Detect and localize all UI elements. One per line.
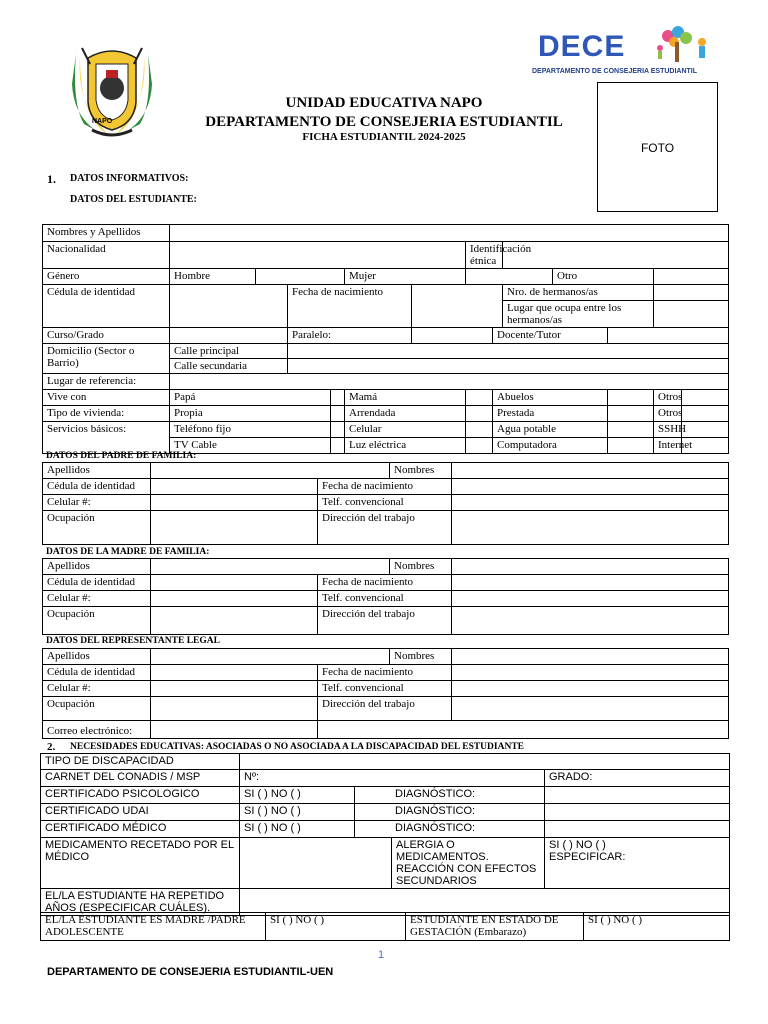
label-mujer: Mujer [345, 269, 466, 285]
madre-input-apellidos[interactable] [151, 559, 390, 575]
box-abuelos[interactable] [608, 390, 654, 406]
padre-input-fecha[interactable] [452, 479, 729, 495]
padre-title: DATOS DEL PADRE DE FAMILIA: [46, 451, 197, 461]
alergia-especificar: ESPECIFICAR: [549, 851, 626, 863]
input-cert-medico-extra[interactable] [545, 821, 730, 838]
opt-tv: TV Cable [170, 438, 331, 454]
padre-input-ocupacion[interactable] [151, 511, 318, 545]
section2-number: 2. [47, 741, 56, 753]
padre-label-nombres: Nombres [390, 463, 452, 479]
box-celular[interactable] [466, 422, 493, 438]
label-domicilio: Domicilio (Sector o Barrio) [43, 344, 170, 374]
box-luz[interactable] [466, 438, 493, 454]
box-mama[interactable] [466, 390, 493, 406]
box-computadora[interactable] [608, 438, 654, 454]
opt-celular: Celular [345, 422, 466, 438]
opt-prestada: Prestada [493, 406, 608, 422]
rep-input-cedula[interactable] [151, 665, 318, 681]
input-gestacion[interactable]: SI ( ) NO ( ) [584, 913, 730, 941]
box-otros1[interactable] [682, 390, 729, 406]
label-fecha-nac: Fecha de nacimiento [288, 285, 412, 328]
crest-seal-text: NAPO [92, 118, 113, 125]
box-otros2[interactable] [682, 406, 729, 422]
madre-input-ocupacion[interactable] [151, 607, 318, 635]
opt-agua: Agua potable [493, 422, 608, 438]
input-nacionalidad[interactable] [170, 242, 466, 269]
input-paralelo[interactable] [412, 328, 493, 344]
rep-input-nombres[interactable] [452, 649, 729, 665]
label-hombre: Hombre [170, 269, 256, 285]
input-hombre[interactable] [256, 269, 345, 285]
madre-label-nombres: Nombres [390, 559, 452, 575]
input-calle-principal[interactable] [288, 344, 729, 359]
input-cert-udai-extra[interactable] [545, 804, 730, 821]
input-fecha-nac[interactable] [412, 285, 503, 328]
box-telefono[interactable] [331, 422, 345, 438]
input-grado[interactable]: GRADO: [545, 770, 730, 787]
padre-label-cedula: Cédula de identidad [43, 479, 151, 495]
rep-input-ocupacion[interactable] [151, 697, 318, 721]
padre-input-direccion[interactable] [452, 511, 729, 545]
opt-sshh: SSHH [654, 422, 682, 438]
label-madre-padre: EL/LA ESTUDIANTE ES MADRE /PADRE ADOLESCENTE [41, 913, 266, 941]
label-cert-psico: CERTIFICADO PSICOLOGICO [41, 787, 240, 804]
madre-label-telf: Telf. convencional [318, 591, 452, 607]
input-otro[interactable] [654, 269, 729, 285]
madre-label-fecha: Fecha de nacimiento [318, 575, 452, 591]
opt-arrendada: Arrendada [345, 406, 466, 422]
student-subtitle: DATOS DEL ESTUDIANTE: [70, 194, 197, 205]
input-lugar-hermanos[interactable] [654, 301, 729, 328]
page-number: 1 [378, 949, 385, 961]
rep-input-correo[interactable] [151, 721, 318, 739]
madre-input-fecha[interactable] [452, 575, 729, 591]
madre-label-celular: Celular #: [43, 591, 151, 607]
input-identificacion[interactable] [503, 242, 729, 269]
label-identificacion: Identificación étnica [466, 242, 503, 269]
input-nombres[interactable] [170, 225, 729, 242]
box-propia[interactable] [331, 406, 345, 422]
madre-label-cedula: Cédula de identidad [43, 575, 151, 591]
rep-label-ocupacion: Ocupación [43, 697, 151, 721]
padre-label-direccion: Dirección del trabajo [318, 511, 452, 545]
padre-input-nombres[interactable] [452, 463, 729, 479]
madre-table [42, 558, 729, 635]
input-cedula[interactable] [170, 285, 288, 328]
label-nacionalidad: Nacionalidad [43, 242, 170, 269]
box-arrendada[interactable] [466, 406, 493, 422]
label-nombres: Nombres y Apellidos [43, 225, 170, 242]
label-gestacion: ESTUDIANTE EN ESTADO DE GESTACIÓN (Embarazo) [406, 913, 584, 941]
rep-input-correo-extra[interactable] [318, 721, 729, 739]
madre-input-celular[interactable] [151, 591, 318, 607]
opt-mama: Mamá [345, 390, 466, 406]
label-cert-udai: CERTIFICADO UDAI [41, 804, 240, 821]
section1-number: 1. [47, 172, 56, 186]
padre-table [42, 462, 729, 545]
rep-label-cedula: Cédula de identidad [43, 665, 151, 681]
label-lugar-ref: Lugar de referencia: [43, 374, 170, 390]
input-cert-udai-sino[interactable]: SI ( ) NO ( ) [240, 804, 355, 821]
input-carnet-no[interactable]: Nº: [240, 770, 545, 787]
input-tipo-discapacidad[interactable] [240, 754, 730, 770]
input-docente[interactable] [608, 328, 729, 344]
photo-label: FOTO [640, 141, 675, 155]
label-repetido: EL/LA ESTUDIANTE HA REPETIDO AÑOS (ESPECIFICAR CUÁLES). [41, 889, 240, 916]
padre-label-fecha: Fecha de nacimiento [318, 479, 452, 495]
label-nro-hermanos: Nro. de hermanos/as [503, 285, 654, 301]
rep-label-telf: Telf. convencional [318, 681, 452, 697]
madre-title: DATOS DE LA MADRE DE FAMILIA: [46, 547, 210, 557]
label-cert-medico: CERTIFICADO MÉDICO [41, 821, 240, 838]
madre-label-direccion: Dirección del trabajo [318, 607, 452, 635]
opt-telefono: Teléfono fijo [170, 422, 331, 438]
dece-logo: DECE [538, 30, 626, 63]
footer-text: DEPARTAMENTO DE CONSEJERIA ESTUDIANTIL-UEN [47, 966, 334, 978]
rep-input-direccion[interactable] [452, 697, 729, 721]
opt-computadora: Computadora [493, 438, 608, 454]
label-medicamento: MEDICAMENTO RECETADO POR EL MÉDICO [41, 838, 240, 889]
parenthood-table [40, 912, 730, 941]
label-otro: Otro [553, 269, 654, 285]
label-calle-secundaria: Calle secundaria [170, 359, 288, 374]
alergia-si-no: SI ( ) NO ( ) [549, 839, 606, 851]
rep-label-nombres: Nombres [390, 649, 452, 665]
label-curso: Curso/Grado [43, 328, 170, 344]
form-title: FICHA ESTUDIANTIL 2024-2025 [302, 131, 466, 143]
padre-label-ocupacion: Ocupación [43, 511, 151, 545]
madre-input-telf[interactable] [452, 591, 729, 607]
input-cert-medico-sino[interactable]: SI ( ) NO ( ) [240, 821, 355, 838]
padre-label-telf: Telf. convencional [318, 495, 452, 511]
padre-input-telf[interactable] [452, 495, 729, 511]
input-curso[interactable] [170, 328, 288, 344]
label-calle-principal: Calle principal [170, 344, 288, 359]
label-paralelo: Paralelo: [288, 328, 412, 344]
padre-input-cedula[interactable] [151, 479, 318, 495]
dece-logo-subtitle: DEPARTAMENTO DE CONSEJERIA ESTUDIANTIL [532, 68, 698, 75]
madre-label-apellidos: Apellidos [43, 559, 151, 575]
photo-box [597, 82, 718, 212]
opt-abuelos: Abuelos [493, 390, 608, 406]
label-genero: Género [43, 269, 170, 285]
rep-label-correo: Correo electrónico: [43, 721, 151, 739]
needs-table [40, 753, 730, 916]
rep-label-fecha: Fecha de nacimiento [318, 665, 452, 681]
input-mujer[interactable] [466, 269, 553, 285]
rep-label-apellidos: Apellidos [43, 649, 151, 665]
input-cert-udai-diag[interactable]: DIAGNÓSTICO: [355, 804, 545, 821]
representante-table [42, 648, 729, 739]
representante-title: DATOS DEL REPRESENTANTE LEGAL [46, 636, 220, 646]
input-cert-psico-extra[interactable] [545, 787, 730, 804]
label-tipo-discapacidad: TIPO DE DISCAPACIDAD [41, 754, 240, 770]
rep-input-apellidos[interactable] [151, 649, 390, 665]
rep-label-celular: Celular #: [43, 681, 151, 697]
label-docente: Docente/Tutor [493, 328, 608, 344]
rep-label-direccion: Dirección del trabajo [318, 697, 452, 721]
madre-input-nombres[interactable] [452, 559, 729, 575]
opt-propia: Propia [170, 406, 331, 422]
department-name: DEPARTAMENTO DE CONSEJERIA ESTUDIANTIL [205, 114, 563, 130]
input-cert-psico-sino[interactable]: SI ( ) NO ( ) [240, 787, 355, 804]
opt-internet: Internet [654, 438, 682, 454]
box-papa[interactable] [331, 390, 345, 406]
rep-input-fecha[interactable] [452, 665, 729, 681]
student-table [42, 224, 729, 454]
padre-label-apellidos: Apellidos [43, 463, 151, 479]
padre-input-celular[interactable] [151, 495, 318, 511]
input-cert-medico-diag[interactable]: DIAGNÓSTICO: [355, 821, 545, 838]
opt-otros2: Otros [654, 406, 682, 422]
rep-input-telf[interactable] [452, 681, 729, 697]
madre-label-ocupacion: Ocupación [43, 607, 151, 635]
madre-input-cedula[interactable] [151, 575, 318, 591]
opt-luz: Luz eléctrica [345, 438, 466, 454]
label-alergia: ALERGIA O MEDICAMENTOS. REACCIÓN CON EFECTOS SECUNDARIOS [392, 838, 545, 889]
padre-input-apellidos[interactable] [151, 463, 390, 479]
tree-icon [650, 26, 716, 66]
label-servicios: Servicios básicos: [43, 422, 170, 454]
box-sshh[interactable] [682, 422, 729, 438]
label-carnet: CARNET DEL CONADIS / MSP [41, 770, 240, 787]
label-cedula: Cédula de identidad [43, 285, 170, 328]
section1-title: DATOS INFORMATIVOS: [70, 173, 189, 184]
input-alergia[interactable] [545, 838, 730, 889]
label-tipo-vivienda: Tipo de vivienda: [43, 406, 170, 422]
rep-input-celular[interactable] [151, 681, 318, 697]
box-prestada[interactable] [608, 406, 654, 422]
section2-title: NECESIDADES EDUCATIVAS: ASOCIADAS O NO ASOCIADA A LA DISCAPACIDAD DEL ESTUDIANTE [70, 742, 524, 752]
madre-input-direccion[interactable] [452, 607, 729, 635]
box-tv[interactable] [331, 438, 345, 454]
label-lugar-hermanos: Lugar que ocupa entre los hermanos/as [503, 301, 654, 328]
input-madre-padre[interactable]: SI ( ) NO ( ) [266, 913, 406, 941]
input-calle-secundaria[interactable] [288, 359, 729, 374]
opt-otros1: Otros [654, 390, 682, 406]
input-nro-hermanos[interactable] [654, 285, 729, 301]
input-medicamento[interactable] [240, 838, 392, 889]
opt-papa: Papá [170, 390, 331, 406]
school-name: UNIDAD EDUCATIVA NAPO [285, 95, 483, 111]
input-cert-psico-diag[interactable]: DIAGNÓSTICO: [355, 787, 545, 804]
padre-label-celular: Celular #: [43, 495, 151, 511]
box-agua[interactable] [608, 422, 654, 438]
label-vive-con: Vive con [43, 390, 170, 406]
input-lugar-ref[interactable] [170, 374, 729, 390]
